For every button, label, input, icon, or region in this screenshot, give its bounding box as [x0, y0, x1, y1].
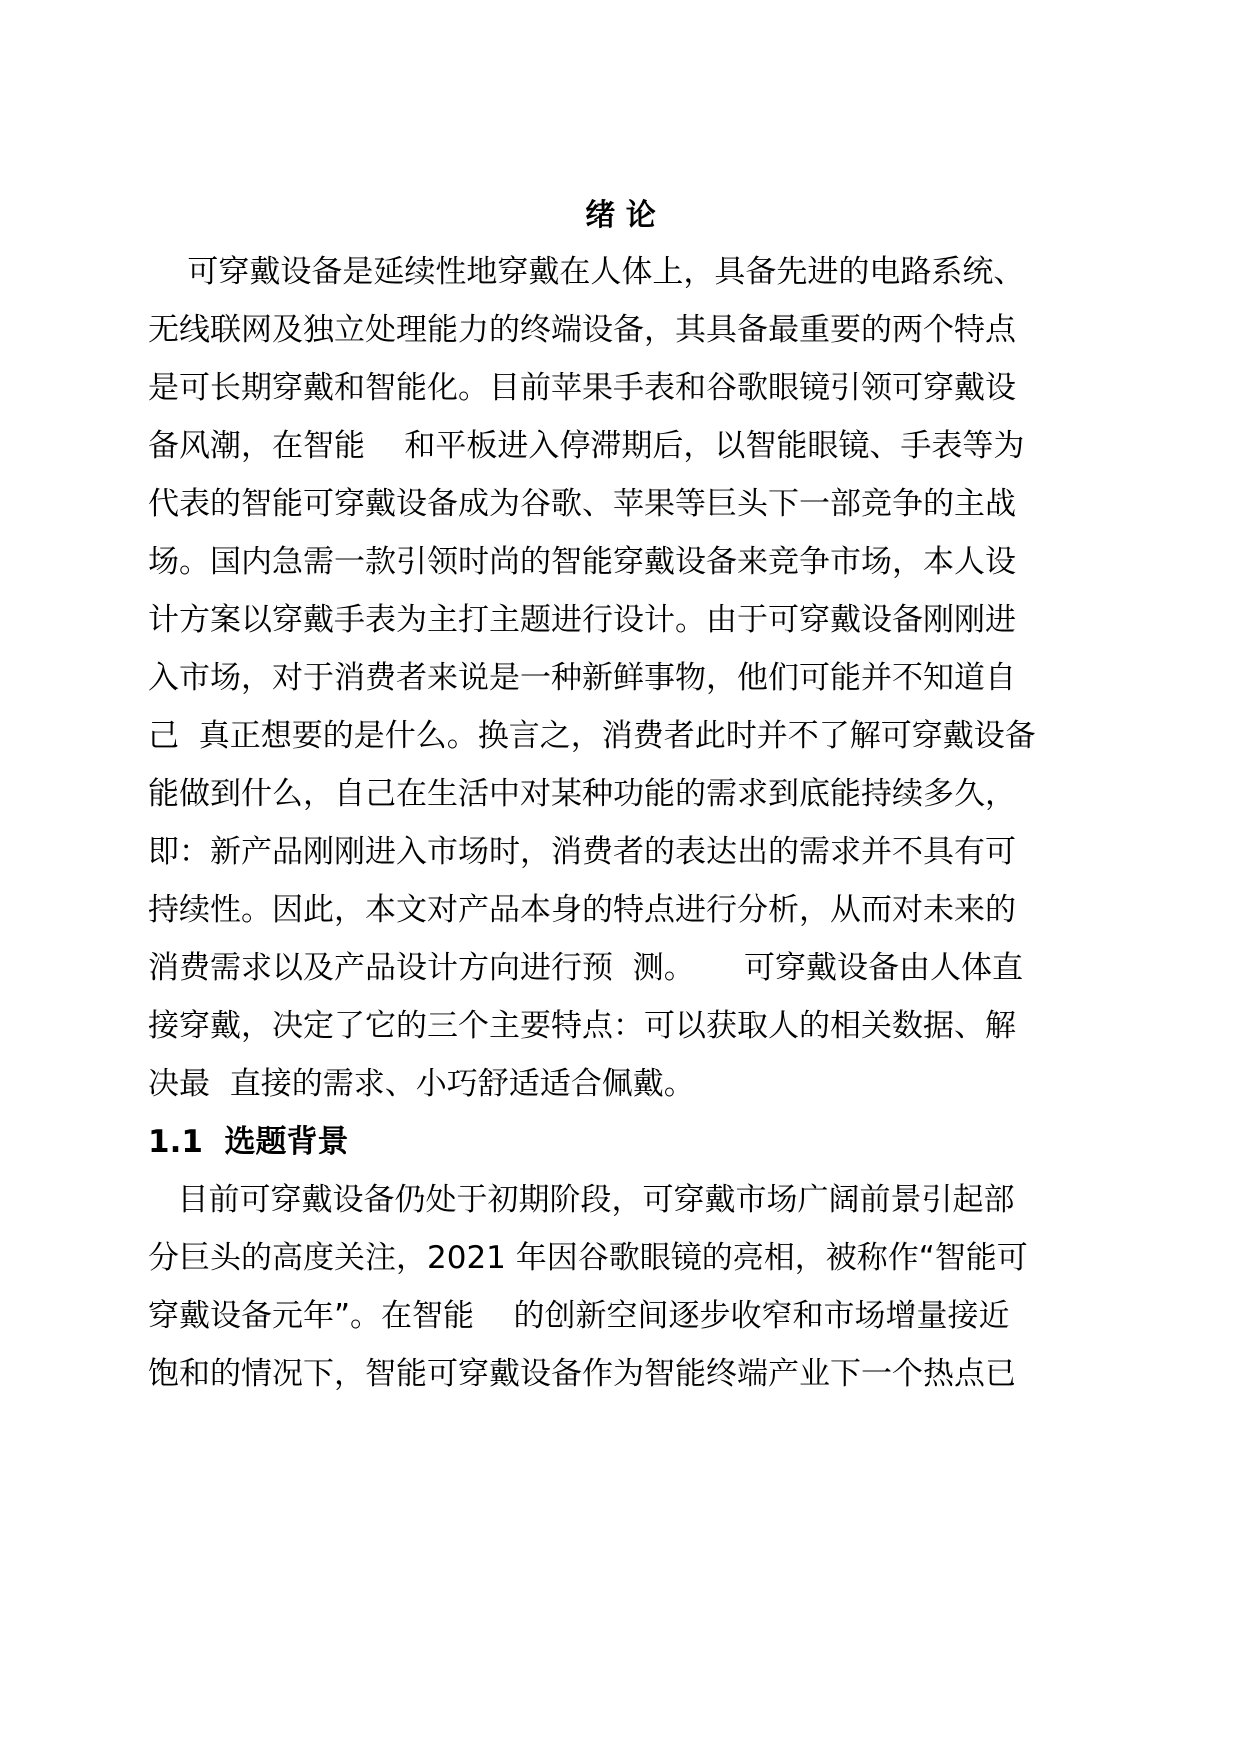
text-line: 入市场，对于消费者来说是一种新鲜事物，他们可能并不知道自: [148, 660, 1016, 696]
text-line: 己 真正想要的是什么。换言之，消费者此时并不了解可穿戴设备: [148, 718, 1036, 754]
text-line: 是可长期穿戴和智能化。目前苹果手表和谷歌眼镜引领可穿戴设: [148, 370, 1016, 406]
text-line: 饱和的情况下，智能可穿戴设备作为智能终端产业下一个热点已: [148, 1356, 1016, 1392]
text-line: 即：新产品刚刚进入市场时，消费者的表达出的需求并不具有可: [148, 834, 1016, 870]
text-line: 计方案以穿戴手表为主打主题进行设计。由于可穿戴设备刚刚进: [148, 602, 1016, 638]
text-line: 目前可穿戴设备仍处于初期阶段，可穿戴市场广阔前景引起部: [148, 1182, 1015, 1218]
text-line: 代表的智能可穿戴设备成为谷歌、苹果等巨头下一部竞争的主战: [148, 486, 1016, 522]
chapter-title: 绪 论: [585, 198, 656, 233]
text-line: 能做到什么，自己在生活中对某种功能的需求到底能持续多久，: [148, 776, 1016, 812]
section-heading: 1.1 选题背景: [148, 1124, 349, 1160]
text-line: 分巨头的高度关注，2021 年因谷歌眼镜的亮相，被称作“智能可: [148, 1240, 1028, 1276]
text-line: 场。国内急需一款引领时尚的智能穿戴设备来竞争市场，本人设: [148, 544, 1016, 580]
text-line: 无线联网及独立处理能力的终端设备，其具备最重要的两个特点: [148, 312, 1016, 348]
text-line: 穿戴设备元年”。在智能 的创新空间逐步收窄和市场增量接近: [148, 1298, 1010, 1334]
text-line: 消费需求以及产品设计方向进行预 测。 可穿戴设备由人体直: [148, 950, 1023, 986]
text-line: 持续性。因此，本文对产品本身的特点进行分析，从而对未来的: [148, 892, 1016, 928]
text-line: 接穿戴，决定了它的三个主要特点：可以获取人的相关数据、解: [148, 1008, 1016, 1044]
text-line: 备风潮，在智能 和平板进入停滞期后，以智能眼镜、手表等为: [148, 428, 1025, 464]
text-line: 可穿戴设备是延续性地穿戴在人体上，具备先进的电路系统、: [148, 254, 1025, 290]
text-line: 决最 直接的需求、小巧舒适适合佩戴。: [148, 1066, 695, 1102]
